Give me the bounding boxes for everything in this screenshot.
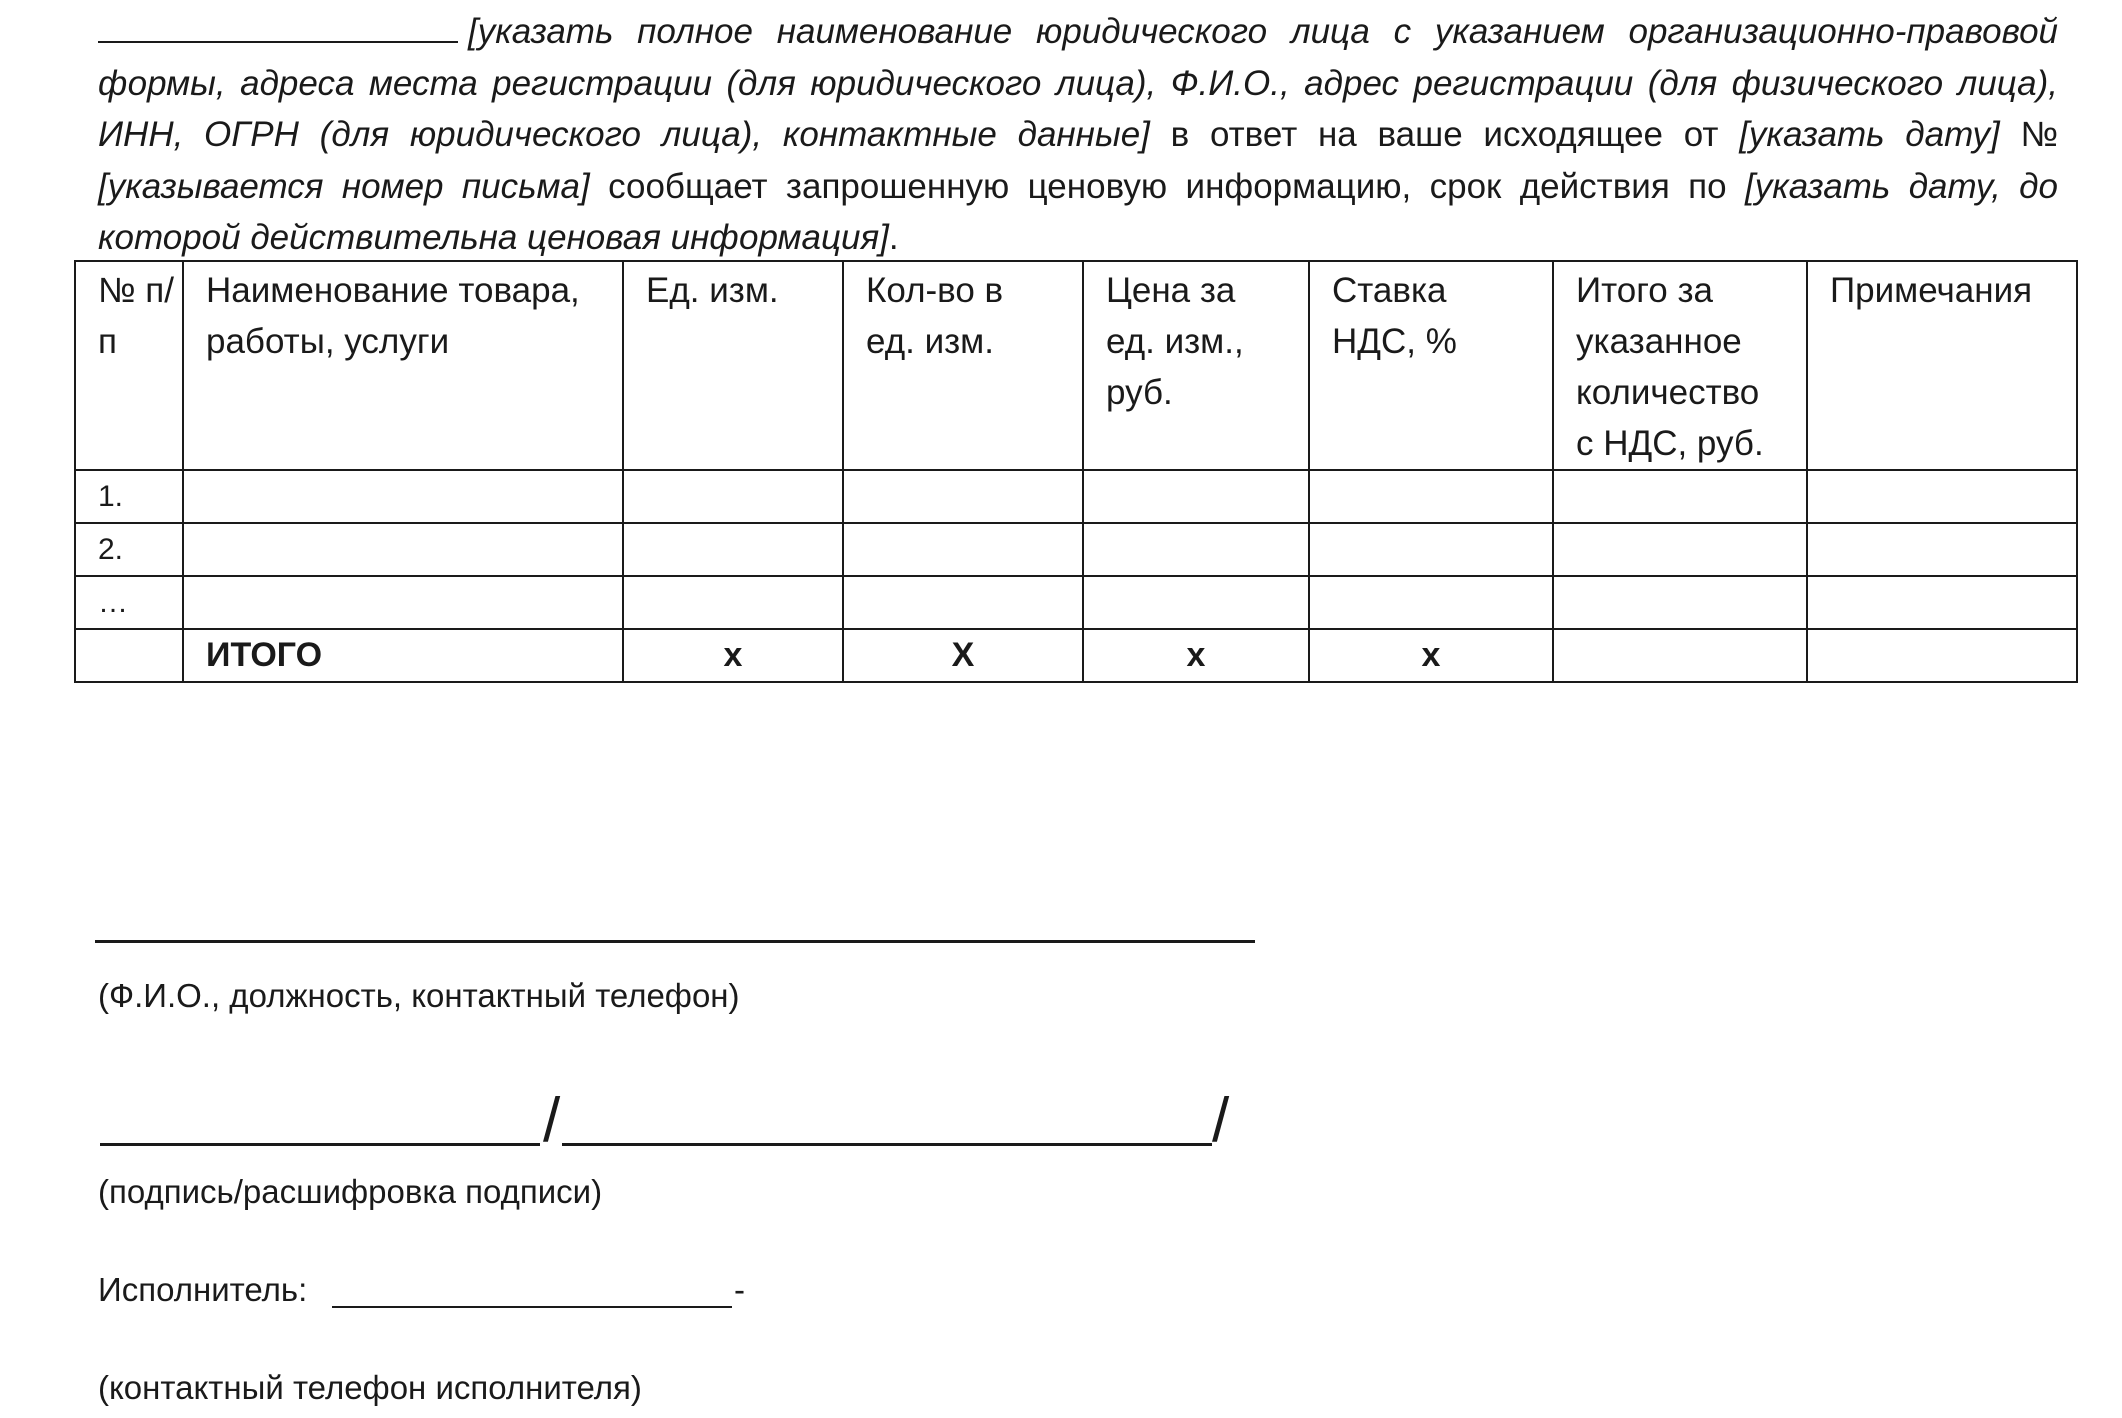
- date-placeholder: [указать дату]: [1739, 115, 2000, 154]
- executor-phone-caption: (контактный телефон исполнителя): [98, 1369, 642, 1406]
- cell-unit[interactable]: [623, 523, 843, 576]
- cell-price[interactable]: [1083, 576, 1309, 629]
- cell-price[interactable]: [1083, 523, 1309, 576]
- valid-date-placeholder: [указать дату, до которой действительна ценовая информация]: [98, 166, 2058, 257]
- price-table: [74, 260, 2078, 683]
- cell-total[interactable]: [1553, 523, 1807, 576]
- total-number-cell: [75, 629, 183, 682]
- cell-name[interactable]: [183, 523, 623, 576]
- total-quantity-mark: X: [843, 629, 1083, 682]
- executor-label: Исполнитель:: [98, 1271, 308, 1308]
- total-notes-cell[interactable]: [1807, 629, 2077, 682]
- header-name: Наименование товара, работы, услуги: [183, 261, 623, 470]
- cell-notes[interactable]: [1807, 470, 2077, 523]
- org-blank-line[interactable]: [98, 11, 458, 43]
- header-unit: Ед. изм.: [623, 261, 843, 470]
- signature-caption: (подпись/расшифровка подписи): [98, 1173, 603, 1210]
- total-price-mark: x: [1083, 629, 1309, 682]
- total-sum-cell[interactable]: [1553, 629, 1807, 682]
- cell-name[interactable]: [183, 470, 623, 523]
- total-label: ИТОГО: [183, 629, 623, 682]
- header-total: Итого за указанное количество с НДС, руб.: [1553, 261, 1807, 470]
- header-notes: Примечания: [1807, 261, 2077, 470]
- header-vat: Ставка НДС, %: [1309, 261, 1553, 470]
- signature-decode-line[interactable]: [562, 1143, 1212, 1146]
- table-header-row: [75, 261, 2077, 470]
- signature-line[interactable]: [100, 1143, 540, 1146]
- cell-name[interactable]: [183, 576, 623, 629]
- fio-signature-line[interactable]: [95, 940, 1255, 943]
- cell-vat[interactable]: [1309, 523, 1553, 576]
- cell-unit[interactable]: [623, 470, 843, 523]
- cell-quantity[interactable]: [843, 523, 1083, 576]
- letter-number-placeholder: [указывается номер письма]: [98, 166, 590, 206]
- cell-vat[interactable]: [1309, 576, 1553, 629]
- table-row: [75, 576, 2077, 629]
- total-vat-mark: x: [1309, 629, 1553, 682]
- intro-text-3: сообщает запрошенную ценовую информацию, срок действия по: [589, 166, 1745, 206]
- row-number: 2.: [75, 523, 183, 576]
- cell-quantity[interactable]: [843, 470, 1083, 523]
- executor-dash: -: [734, 1271, 745, 1308]
- cell-quantity[interactable]: [843, 576, 1083, 629]
- cell-total[interactable]: [1553, 576, 1807, 629]
- cell-vat[interactable]: [1309, 470, 1553, 523]
- intro-text-4: .: [888, 218, 899, 257]
- table-row: [75, 470, 2077, 523]
- header-price: Цена за ед. изм., руб.: [1083, 261, 1309, 470]
- row-number: …: [75, 576, 183, 629]
- cell-total[interactable]: [1553, 470, 1807, 523]
- cell-notes[interactable]: [1807, 523, 2077, 576]
- fio-caption: (Ф.И.О., должность, контактный телефон): [98, 977, 740, 1014]
- row-number: 1.: [75, 470, 183, 523]
- header-number: № п/п: [75, 261, 183, 470]
- total-unit-mark: x: [623, 629, 843, 682]
- org-placeholder: [указать полное наименование юридического лица с указанием организационно-правовой формы, адреса места регистрации (для юридического лица), Ф.И.О., адрес регистрации (для физического лица), ИНН, ОГРН (для юридического лица), контактные данные]: [98, 12, 2058, 154]
- table-row: [75, 523, 2077, 576]
- signature-end-slash: /: [1212, 1086, 1230, 1155]
- cell-price[interactable]: [1083, 470, 1309, 523]
- cell-unit[interactable]: [623, 576, 843, 629]
- signature-slash: /: [543, 1086, 561, 1155]
- executor-line[interactable]: [332, 1306, 732, 1308]
- cell-notes[interactable]: [1807, 576, 2077, 629]
- total-row: [75, 629, 2077, 682]
- intro-text-2: №: [1999, 115, 2059, 154]
- intro-paragraph: [98, 6, 2058, 264]
- intro-text-1: в ответ на ваше исходящее от: [1149, 115, 1740, 154]
- header-quantity: Кол-во в ед. изм.: [843, 261, 1083, 470]
